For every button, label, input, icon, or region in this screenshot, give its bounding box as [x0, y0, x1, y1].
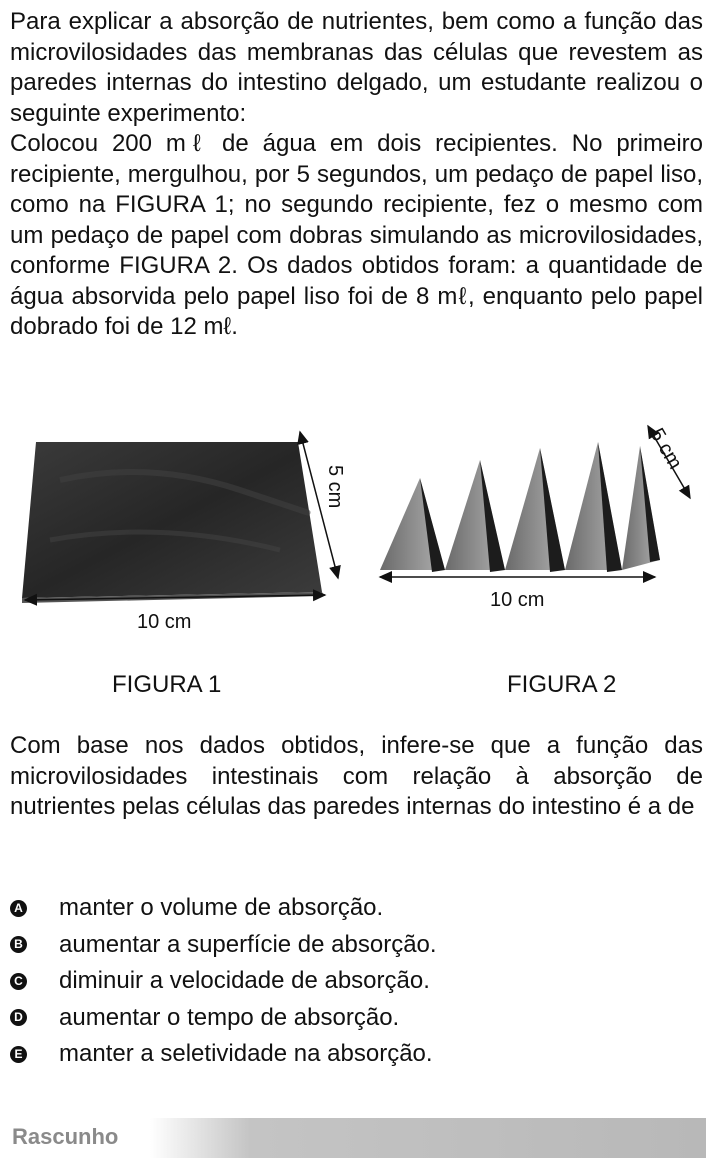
draft-bar — [150, 1118, 706, 1158]
option-b-letter-badge: B — [10, 936, 27, 953]
draft-area — [0, 1116, 706, 1160]
figures-illustration — [0, 420, 712, 650]
option-e-text: manter a seletividade na absorção. — [59, 1040, 433, 1068]
option-e[interactable] — [10, 1036, 703, 1073]
answer-options — [10, 890, 703, 1073]
figure1-caption: FIGURA 1 — [112, 671, 222, 698]
figures-area — [0, 420, 712, 710]
option-d-text: aumentar o tempo de absorção. — [59, 1003, 400, 1031]
intro-paragraph-1: Para explicar a absorção de nutrientes, bem como a função das microvilosidades das membranas das células que revestem as paredes internas do intestino delgado, um estudante realizou o seguinte experimento: — [10, 8, 703, 127]
option-c-text: diminuir a velocidade de absorção. — [59, 967, 430, 995]
fig1-width-label: 10 cm — [137, 611, 192, 633]
option-c[interactable] — [10, 963, 703, 1000]
question-text: Com base nos dados obtidos, infere-se que a função das microvilosidades intestinais com relação à absorção de nutrientes pelas células das paredes internas do intestino é a de — [10, 732, 703, 820]
flat-paper-image — [22, 442, 324, 603]
option-b[interactable] — [10, 927, 703, 964]
option-d-letter-badge: D — [10, 1009, 27, 1026]
fig2-height-label: 5 cm — [645, 424, 687, 474]
option-e-letter-badge: E — [10, 1046, 27, 1063]
draft-label: Rascunho — [12, 1124, 119, 1149]
option-a-letter-badge: A — [10, 900, 27, 917]
intro-paragraph-2: Colocou 200 mℓ de água em dois recipientes. No primeiro recipiente, mergulhou, por 5 segundos, um pedaço de papel liso, como na FIGURA 1; no segundo recipiente, fez o mesmo com um pedaço de papel com dobras simulando as microvilosidades, conforme FIGURA 2. Os dados obtidos foram: a quantidade de água absorvida pelo papel liso foi de 8 mℓ, enquanto pelo papel dobrado foi de 12 mℓ. — [10, 130, 703, 340]
option-a-text: manter o volume de absorção. — [59, 894, 384, 922]
option-c-letter-badge: C — [10, 973, 27, 990]
option-d[interactable] — [10, 1000, 703, 1037]
option-b-text: aumentar a superfície de absorção. — [59, 930, 437, 958]
fig2-width-label: 10 cm — [490, 589, 545, 611]
fig1-height-label: 5 cm — [324, 465, 346, 509]
figure2-caption: FIGURA 2 — [507, 671, 617, 698]
option-a[interactable] — [10, 890, 703, 927]
folded-paper-image — [380, 442, 660, 572]
intro-text — [10, 7, 703, 343]
